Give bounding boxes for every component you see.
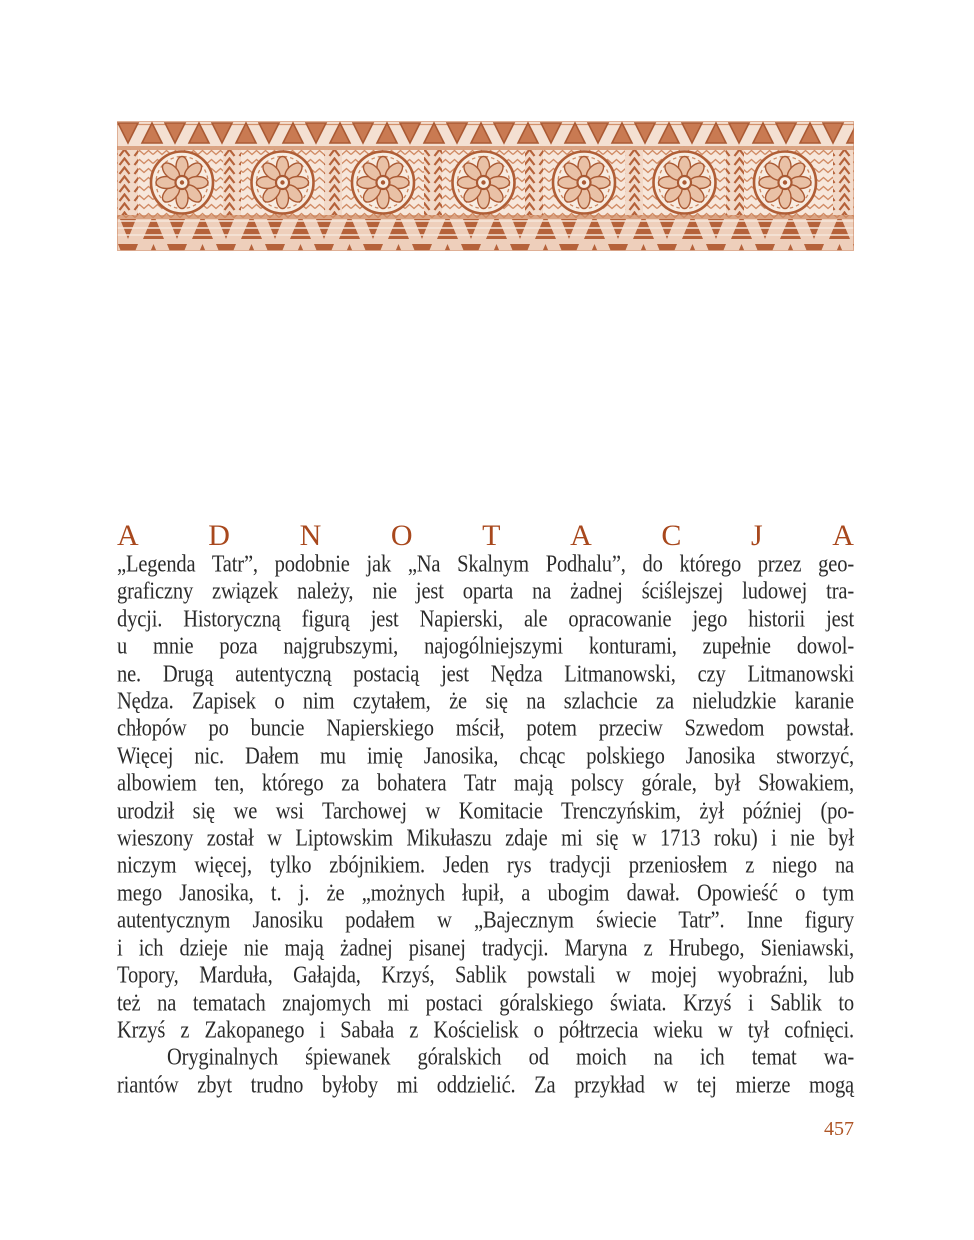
text-line: niczym więcej, tylko zbójnikiem. Jeden rys tradycji przeniosłem z niego na [117, 853, 854, 879]
text-line: mego Janosika, t. j. że „możnych łupił, a ubogim dawał. Opowieść o tym [117, 880, 854, 907]
section-heading [117, 520, 854, 552]
text-line: graficzny związek należy, nie jest oparta na żadnej ściślejszej ludowej tra- [117, 579, 854, 605]
text-line: Krzyś z Zakopanego i Sabała z Kościelisk o półtrzecia wieku w tył cofnięci. [117, 1017, 854, 1044]
heading-letter: A [117, 519, 139, 552]
text-line: urodził się we wsi Tarchowej w Komitacie Trenczyńskim, żył później (po- [117, 798, 854, 825]
text-line: „Legenda Tatr”, podobnie jak „Na Skalnym Podhalu”, do którego przez geo- [117, 551, 854, 578]
text-line: riantów zbyt trudno byłoby mi oddzielić. Za przykład w tej mierze mogą [117, 1072, 854, 1099]
heading-letter: C [661, 519, 682, 552]
text-line: chłopów po buncie Napierskiego mścił, potem przeciw Szwedom powstał. [117, 716, 854, 742]
heading-letter: T [482, 519, 501, 552]
body-text [117, 552, 854, 1100]
text-line: u mnie poza najgrubszymi, najogólniejszymi konturami, zupełnie dowol- [117, 634, 854, 660]
heading-letter: A [832, 519, 854, 552]
text-line: autentycznym Janosiku podałem w „Bajecznym świecie Tatr”. Inne figury [117, 908, 854, 934]
heading-letter: J [750, 519, 763, 552]
heading-letter: O [390, 519, 413, 552]
text-line: Więcej nic. Dałem mu imię Janosika, chcąc polskiego Janosika stworzyć, [117, 743, 854, 770]
text-line: ne. Drugą autentyczną postacią jest Nędza Litmanowski, czy Litmanowski [117, 661, 854, 688]
heading-letter: A [570, 519, 592, 552]
text-line: wieszony został w Liptowskim Mikułaszu zdaje mi się w 1713 roku) i nie był [117, 825, 854, 852]
heading-letter: N [299, 519, 322, 552]
text-line: dycji. Historyczną figurą jest Napierski, ale opracowanie jego historii jest [117, 606, 854, 633]
text-line: też na tematach znajomych mi postaci góralskiego świata. Krzyś i Sablik to [117, 990, 854, 1016]
text-line: albowiem ten, którego za bohatera Tatr mają polscy górale, był Słowakiem, [117, 771, 854, 797]
text-line: Nędza. Zapisek o nim czytałem, że się na szlachcie za nieludzkie karanie [117, 688, 854, 715]
text-line: Oryginalnych śpiewanek góralskich od moich na ich temat wa- [167, 1045, 854, 1071]
heading-letter: D [208, 519, 230, 552]
ornament-band [117, 121, 854, 251]
page-number: 457 [824, 1118, 854, 1140]
text-line: i ich dzieje nie mają żadnej pisanej tradycji. Maryna z Hrubego, Sieniawski, [117, 935, 854, 962]
text-line: Topory, Marduła, Gałajda, Krzyś, Sablik powstali w mojej wyobraźni, lub [117, 963, 854, 989]
